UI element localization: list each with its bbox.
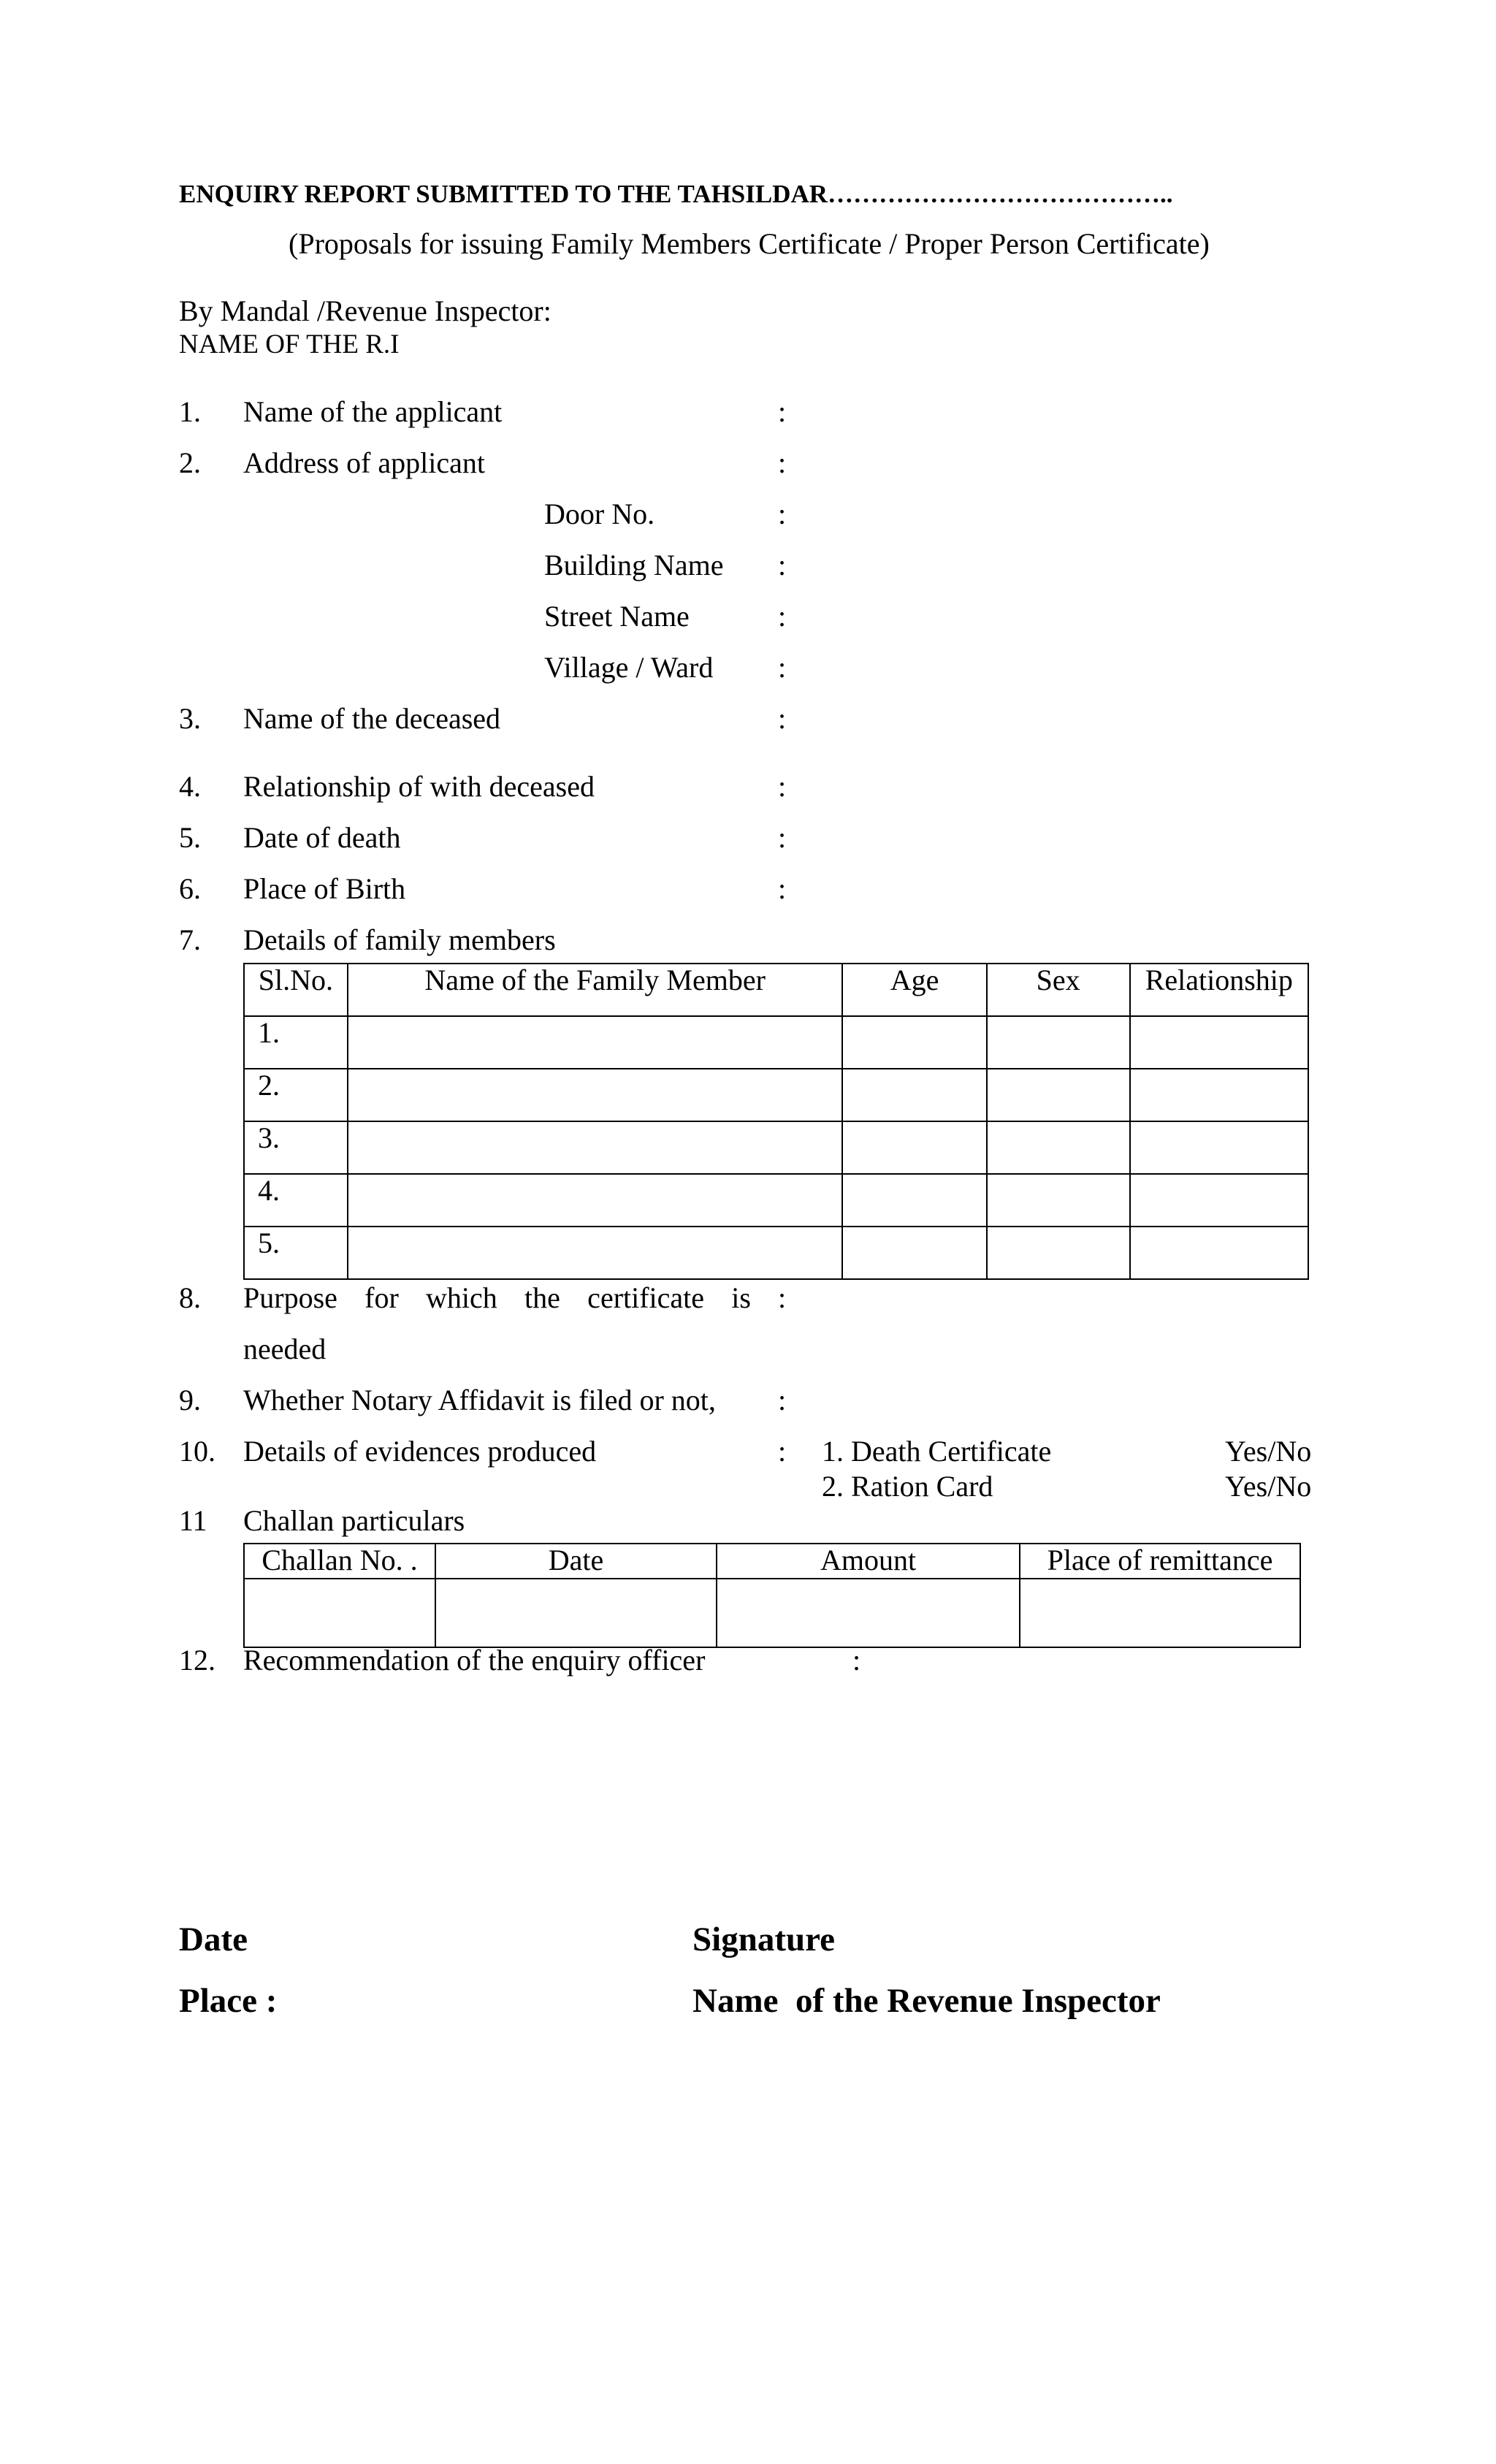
field-colon: : [778,549,787,581]
field-colon: : [778,770,787,803]
table-header: Sex [987,964,1130,1016]
place-of-remittance-cell[interactable] [1020,1579,1300,1647]
table-row [244,1016,1308,1069]
sex-cell[interactable] [987,1121,1130,1174]
member-name-cell[interactable] [348,1069,843,1121]
age-cell[interactable] [842,1069,986,1121]
challan-table [243,1543,1301,1648]
ration-card-yes-no[interactable]: Yes/No [1225,1470,1312,1503]
table-header: Challan No. . [244,1544,435,1579]
field-colon: : [778,395,787,428]
applicant-name-label: Name of the applicant [243,395,503,428]
deceased-name-label: Name of the deceased [243,702,501,735]
item-number: 11 [179,1504,207,1537]
inspector-name-line: NAME OF THE R.I [179,329,400,359]
item-number: 3. [179,702,201,735]
table-row [244,1227,1308,1279]
purpose-label: Purpose for which the certificate is [243,1281,751,1314]
family-members-label: Details of family members [243,923,556,956]
field-colon: : [778,1435,787,1468]
field-colon: : [778,651,787,684]
item-number: 10. [179,1435,215,1468]
age-cell[interactable] [842,1016,986,1069]
member-name-cell[interactable] [348,1016,843,1069]
age-cell[interactable] [842,1121,986,1174]
item-number: 7. [179,923,201,956]
serial-number-cell: 2. [244,1069,348,1121]
date-label: Date [179,1921,248,1958]
relationship-cell[interactable] [1130,1227,1308,1279]
death-certificate-label: 1. Death Certificate [822,1435,1052,1468]
recommendation-label: Recommendation of the enquiry officer [243,1644,706,1677]
table-header: Amount [717,1544,1020,1579]
age-cell[interactable] [842,1227,986,1279]
relationship-cell[interactable] [1130,1174,1308,1227]
field-colon: : [778,497,787,530]
place-of-birth-label: Place of Birth [243,872,406,905]
sex-cell[interactable] [987,1174,1130,1227]
table-row [244,1579,1300,1647]
inspector-by-line: By Mandal /Revenue Inspector: [179,294,552,327]
purpose-label-continued: needed [243,1332,327,1365]
table-header: Relationship [1130,964,1308,1016]
field-colon: : [778,1281,787,1314]
field-colon: : [778,872,787,905]
challan-date-cell[interactable] [435,1579,717,1647]
table-header: Name of the Family Member [348,964,843,1016]
serial-number-cell: 3. [244,1121,348,1174]
item-number: 6. [179,872,201,905]
sex-cell[interactable] [987,1227,1130,1279]
sex-cell[interactable] [987,1069,1130,1121]
place-label: Place : [179,1982,278,2020]
death-certificate-yes-no[interactable]: Yes/No [1225,1435,1312,1468]
relationship-label: Relationship of with deceased [243,770,595,803]
building-name-label: Building Name [544,549,724,581]
member-name-cell[interactable] [348,1121,843,1174]
age-cell[interactable] [842,1174,986,1227]
village-ward-label: Village / Ward [544,651,714,684]
applicant-address-label: Address of applicant [243,446,486,479]
relationship-cell[interactable] [1130,1069,1308,1121]
field-colon: : [778,702,787,735]
field-colon: : [778,446,787,479]
relationship-cell[interactable] [1130,1121,1308,1174]
table-row [244,1069,1308,1121]
report-title: ENQUIRY REPORT SUBMITTED TO THE TAHSILDAR………………………………….. [179,180,1173,208]
challan-no-cell[interactable] [244,1579,435,1647]
table-row [244,1121,1308,1174]
serial-number-cell: 1. [244,1016,348,1069]
family-members-table [243,963,1309,1280]
table-header: Date [435,1544,717,1579]
evidences-label: Details of evidences produced [243,1435,597,1468]
serial-number-cell: 4. [244,1174,348,1227]
date-of-death-label: Date of death [243,821,401,854]
sex-cell[interactable] [987,1016,1130,1069]
item-number: 2. [179,446,201,479]
member-name-cell[interactable] [348,1174,843,1227]
serial-number-cell: 5. [244,1227,348,1279]
member-name-cell[interactable] [348,1227,843,1279]
notary-affidavit-label: Whether Notary Affidavit is filed or not, [243,1384,716,1416]
door-no-label: Door No. [544,497,655,530]
field-colon: : [778,1384,787,1416]
inspector-name-label: Name of the Revenue Inspector [692,1982,1161,2020]
item-number: 5. [179,821,201,854]
item-number: 4. [179,770,201,803]
item-number: 8. [179,1281,201,1314]
field-colon: : [778,821,787,854]
signature-label: Signature [692,1921,835,1958]
table-header: Age [842,964,986,1016]
table-row [244,1174,1308,1227]
field-colon: : [852,1644,861,1677]
challan-amount-cell[interactable] [717,1579,1020,1647]
street-name-label: Street Name [544,600,690,633]
field-colon: : [778,600,787,633]
table-header: Sl.No. [244,964,348,1016]
table-header: Place of remittance [1020,1544,1300,1579]
report-subtitle: (Proposals for issuing Family Members Certificate / Proper Person Certificate) [289,227,1210,260]
challan-particulars-label: Challan particulars [243,1504,465,1537]
item-number: 12. [179,1644,215,1677]
ration-card-label: 2. Ration Card [822,1470,993,1503]
item-number: 1. [179,395,201,428]
item-number: 9. [179,1384,201,1416]
relationship-cell[interactable] [1130,1016,1308,1069]
